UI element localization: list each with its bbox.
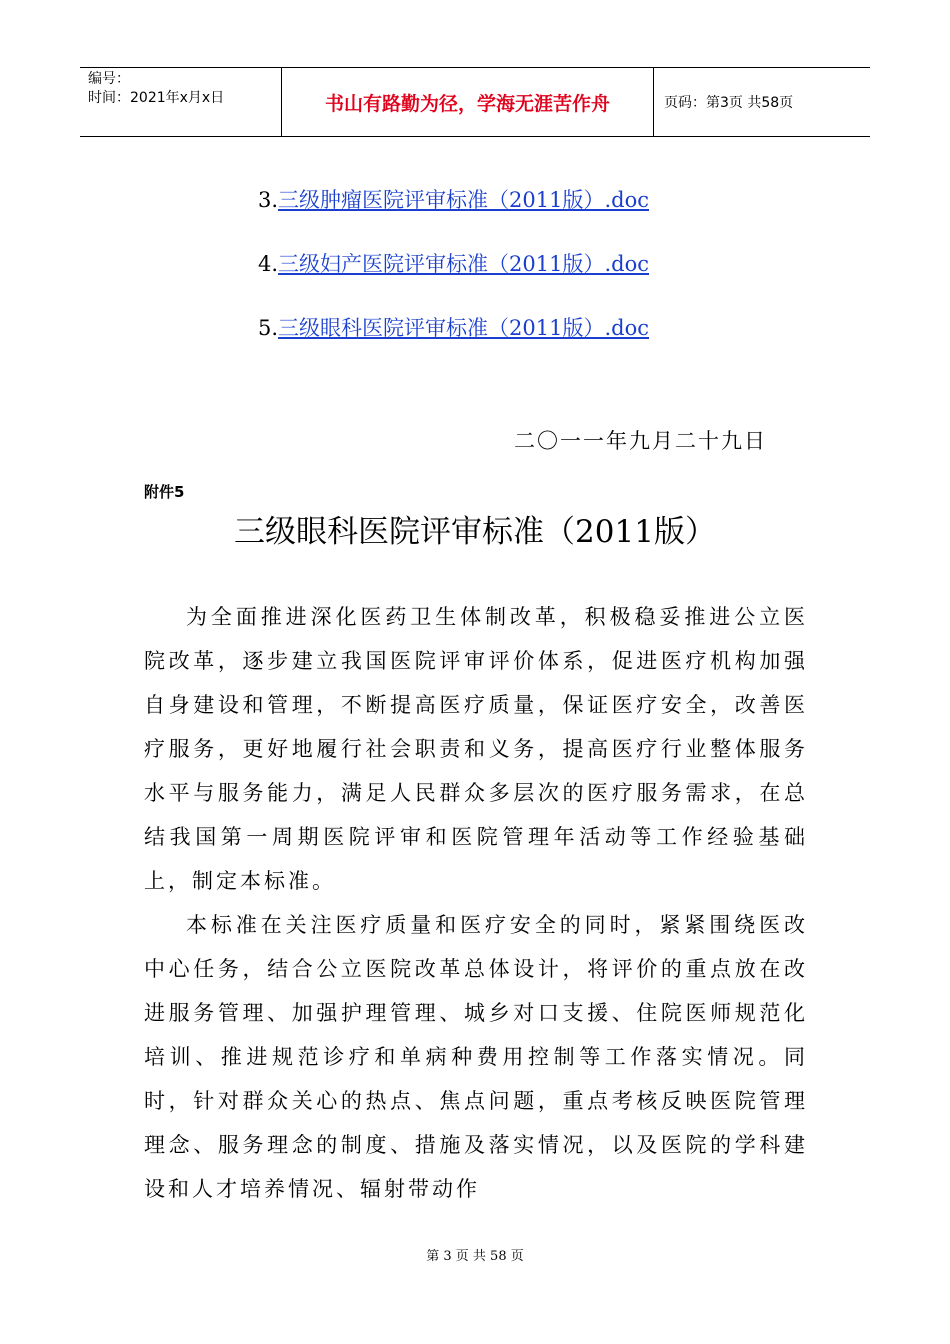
header-motto: 书山有路勤为径，学海无涯苦作舟 — [282, 68, 654, 136]
attachment-link[interactable]: 三级妇产医院评审标准（2011版）.doc — [278, 252, 650, 276]
list-item — [258, 168, 649, 232]
paragraph: 为全面推进深化医药卫生体制改革，积极稳妥推进公立医院改革，逐步建立我国医院评审评价体系，促进医疗机构加强自身建设和管理，不断提高医疗质量，保证医疗安全，改善医疗服务，更好地履行社会职责和义务，提高医疗行业整体服务水平与服务能力，满足人民群众多层次的医疗服务需求，在总结我国第一周期医院评审和医院管理年活动等工作经验基础上，制定本标准。 — [144, 605, 808, 893]
page-footer: 第 3 页 共 58 页 — [426, 1249, 524, 1264]
list-item — [258, 232, 649, 296]
attachment-link[interactable]: 三级肿瘤医院评审标准（2011版）.doc — [278, 188, 650, 212]
body-text — [144, 595, 808, 1211]
issue-date: 二〇一一年九月二十九日 — [514, 429, 767, 453]
list-item-number: 3. — [258, 188, 279, 212]
page-header — [80, 67, 870, 137]
attachment-label: 附件5 — [144, 483, 185, 501]
header-meta — [80, 68, 282, 136]
list-item-number: 4. — [258, 252, 279, 276]
list-item — [258, 296, 649, 360]
time-label: 时间：2021年x月x日 — [88, 90, 225, 106]
list-item-number: 5. — [258, 316, 279, 340]
header-page-info: 页码：第3页 共58页 — [664, 95, 794, 111]
document-title: 三级眼科医院评审标准（2011版） — [234, 514, 716, 550]
attachment-link[interactable]: 三级眼科医院评审标准（2011版）.doc — [278, 316, 650, 340]
number-label: 编号： — [88, 71, 130, 87]
paragraph: 本标准在关注医疗质量和医疗安全的同时，紧紧围绕医改中心任务，结合公立医院改革总体设计，将评价的重点放在改进服务管理、加强护理管理、城乡对口支援、住院医师规范化培训、推进规范诊疗和单病种费用控制等工作落实情况。同时，针对群众关心的热点、焦点问题，重点考核反映医院管理理念、服务理念的制度、措施及落实情况，以及医院的学科建设和人才培养情况、辐射带动作 — [144, 913, 808, 1201]
attachment-list — [258, 168, 649, 360]
